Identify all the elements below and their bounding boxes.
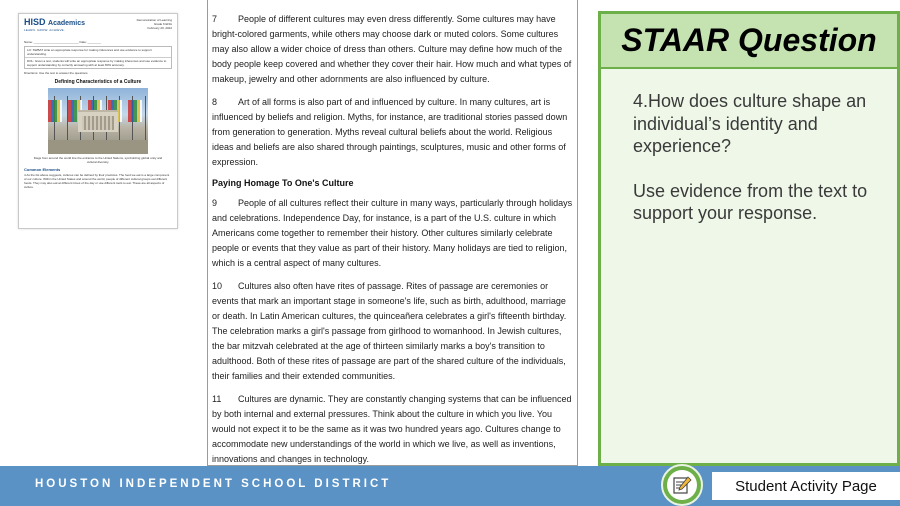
section-heading: Common Elements (24, 167, 61, 172)
dol-line: DOL: Given a text, students will write an appropriate response by making inferences and use evidence to support understanding by correctly answering with at least 80% accuracy. (27, 59, 167, 67)
paragraph-10 (212, 279, 573, 384)
paragraph-text: People of all cultures reflect their culture in many ways, particularly through holidays and celebrations. Independence Day, for instance, is a part of the U.S. culture in which Americans come together to remember their history. Other cultures similarly celebrate people or events that they value as part of their history. Many holidays are tied to religion, which is a central aspect of many cultures. (212, 198, 573, 268)
staar-question: 4.How does culture shape an individual’s identity and experience? (633, 91, 867, 156)
thumbnail-header (24, 18, 172, 38)
district-name: HOUSTON INDEPENDENT SCHOOL DISTRICT (35, 478, 392, 490)
paragraph-7 (212, 12, 573, 87)
meta-line: Demonstration of Learning (136, 18, 172, 22)
logo-text: HISD (24, 17, 46, 27)
staar-title: STAAR Question (621, 22, 877, 58)
activity-badge (661, 464, 703, 506)
paragraph-number: 7 (212, 14, 218, 24)
name-date-line: Name: ___________________________ Date: ________ (24, 40, 101, 44)
paragraph-9 (212, 196, 573, 271)
meta-line: February 20, 2022 (147, 26, 172, 30)
meta-line: Grade 6 ENG (153, 22, 172, 26)
building (78, 110, 118, 132)
paragraph-11 (212, 392, 573, 466)
thumbnail-paragraph: 4 As the list above suggests, cultures can be defined by their practices. The food we eat is a large component of our culture. Within the United States and around the world, people of different cultural groups eat different foods. They may also eat at different times of the day or use different tools to eat. These are all aspects of culture. (24, 173, 170, 189)
staar-question-panel (598, 11, 900, 466)
hisd-academics-logo (24, 18, 85, 32)
pencil-paper-icon (671, 474, 693, 496)
staar-header (601, 14, 897, 69)
logo-tagline: LEARN. GROW. ACHIEVE. (24, 28, 65, 32)
objective-box (24, 46, 172, 69)
paragraph-8 (212, 95, 573, 170)
thumbnail-title: Defining Characteristics of a Culture (54, 79, 142, 85)
staar-body (601, 69, 897, 225)
section-heading: Paying Homage To One's Culture (212, 178, 354, 188)
worksheet-thumbnail (18, 13, 178, 229)
badge-inner (667, 470, 697, 500)
paragraph-number: 11 (212, 394, 222, 404)
paragraph-number: 9 (212, 198, 218, 208)
activity-label: Student Activity Page (735, 477, 877, 495)
staar-instruction: Use evidence from the text to support your response. (633, 180, 868, 223)
reading-passage (207, 0, 578, 466)
paragraph-number: 10 (212, 281, 223, 291)
thumbnail-meta (137, 18, 172, 30)
lo-line: LO: SWBAT write an appropriate response for making inferences and use evidence to support understanding. (25, 47, 171, 58)
student-activity-page-label (712, 472, 900, 500)
paragraph-text: Cultures also often have rites of passage. Rites of passage are ceremonies or events that mark an important stage in someone's life, such as birth, adulthood, marriage or death. In Latin American cultures, the quinceañera celebrates a girl's fifteenth birthday. The celebration marks a girl's passage from girlhood to womanhood. In Jewish cultures, the bar mitzvah celebrated at the age of thirteen similarly marks a boy's transition to adulthood. Both of these rites of passage are part of the shared culture of the individuals, their families and their extended communities. (212, 281, 567, 381)
directions-text: Directions: Use the text to answer the questions. (24, 71, 89, 75)
photo-caption: Flags from around the world line the entrance to the United Nations, symbolizing global unity and cultural diversity. (33, 156, 163, 164)
paragraph-text: Art of all forms is also part of and influenced by culture. In many cultures, art is influenced by beliefs and religion. Myths, for instance, are traditional stories passed down from generation to generation. Myths reveal cultural beliefs about the world. Religious ideas and beliefs are also shared through paintings, sculptures, music and other forms of expression. (212, 97, 568, 167)
paragraph-text: People of different cultures may even dress differently. Some cultures may have bright-colored garments, while others may choose dark or muted colors. Some cultures may also allow a wider choice of dress than others. Culture may define how much of the body people keep covered and whether they cover their hair. How much and what types of makeup, jewelry and other adornments are also influenced by culture. (212, 14, 572, 84)
paragraph-text: Cultures are dynamic. They are constantly changing systems that can be influenced by both internal and external pressures. Think about the culture in which you live. You would not expect it to be the same as it was two hundred years ago. Cultures change to accommodate new understandings of the world in which we live, as well as inventions, innovations and changes in technology. (212, 394, 572, 464)
ground (48, 140, 148, 154)
un-flags-photo (48, 88, 148, 154)
paragraph-number: 8 (212, 97, 218, 107)
logo-suffix: Academics (48, 20, 85, 27)
